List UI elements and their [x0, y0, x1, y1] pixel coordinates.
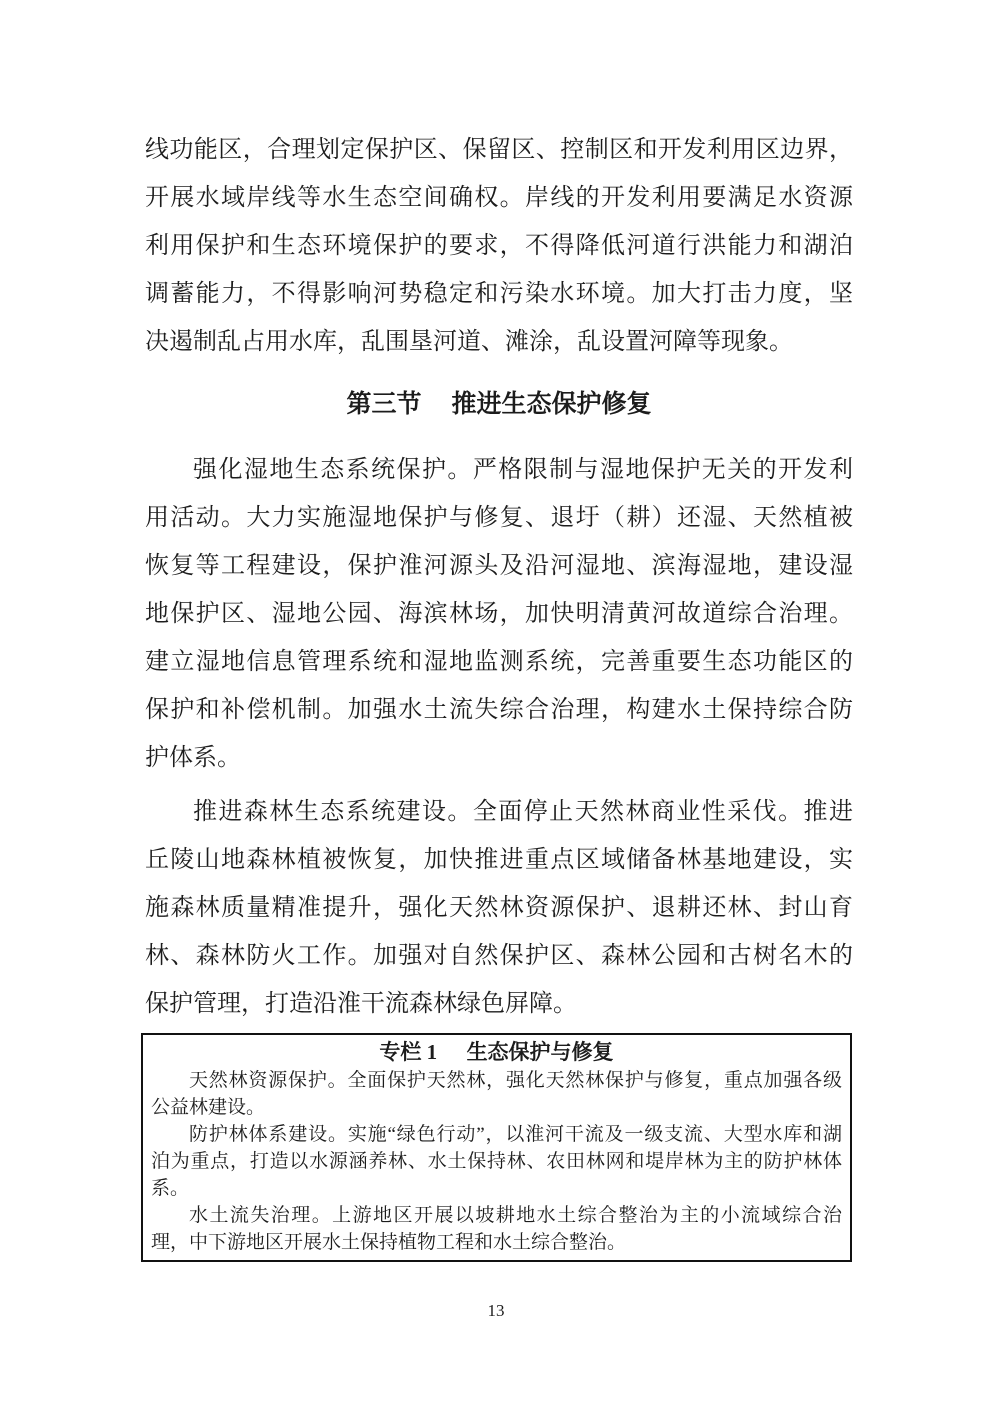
text-line: 施森林质量精准提升，强化天然林资源保护、退耕还林、封山育: [145, 895, 853, 921]
section-heading: [145, 381, 853, 429]
section-heading-title: 推进生态保护修复: [451, 391, 652, 418]
box-paragraph-natural-forest: [151, 1067, 842, 1121]
text-line: 调蓄能力，不得影响河势稳定和污染水环境。加大打击力度，坚: [145, 281, 853, 307]
text-line: 林、森林防火工作。加强对自然保护区、森林公园和古树名木的: [145, 943, 853, 969]
text-line: 推进森林生态系统建设。全面停止天然林商业性采伐。推进: [193, 799, 853, 825]
text-line: 决遏制乱占用水库，乱围垦河道、滩涂，乱设置河障等现象。: [145, 329, 793, 355]
callout-box-label: 专栏 1: [379, 1040, 438, 1064]
paragraph-water-shoreline: [145, 126, 853, 366]
box-text-line: 公益林建设。: [151, 1097, 266, 1118]
box-text-line: 天然林资源保护。全面保护天然林，强化天然林保护与修复，重点加强各级: [189, 1070, 842, 1091]
text-line: 丘陵山地森林植被恢复，加快推进重点区域储备林基地建设，实: [145, 847, 853, 873]
text-line: 利用保护和生态环境保护的要求，不得降低河道行洪能力和湖泊: [145, 233, 853, 259]
text-line: 强化湿地生态系统保护。严格限制与湿地保护无关的开发利: [193, 457, 853, 483]
callout-box-title: [151, 1037, 842, 1067]
text-line: 用活动。大力实施湿地保护与修复、退圩（耕）还湿、天然植被: [145, 505, 853, 531]
box-text-line: 系。: [151, 1178, 190, 1199]
text-line: 线功能区，合理划定保护区、保留区、控制区和开发利用区边界，: [145, 137, 853, 163]
paragraph-wetland-protection: [145, 446, 853, 782]
paragraph-forest-ecosystem: [145, 788, 853, 1028]
box-text-line: 理，中下游地区开展水土保持植物工程和水土综合整治。: [151, 1232, 627, 1253]
text-line: 护体系。: [145, 745, 241, 771]
callout-box-title-text: 生态保护与修复: [466, 1040, 614, 1064]
callout-box-ecological-protection: [141, 1033, 852, 1262]
text-line: 恢复等工程建设，保护淮河源头及沿河湿地、滨海湿地，建设湿: [145, 553, 853, 579]
text-line: 开展水域岸线等水生态空间确权。岸线的开发利用要满足水资源: [145, 185, 853, 211]
box-paragraph-shelter-forest: [151, 1121, 842, 1202]
text-line: 保护管理，打造沿淮干流森林绿色屏障。: [145, 991, 577, 1017]
text-line: 保护和补偿机制。加强水土流失综合治理，构建水土保持综合防: [145, 697, 853, 723]
page-content: [145, 126, 853, 1262]
box-text-line: 水土流失治理。上游地区开展以坡耕地水土综合整治为主的小流域综合治: [189, 1205, 842, 1226]
section-heading-label: 第三节: [346, 391, 422, 418]
box-text-line: 泊为重点，打造以水源涵养林、水土保持林、农田林网和堤岸林为主的防护林体: [151, 1151, 842, 1172]
text-line: 地保护区、湿地公园、海滨林场，加快明清黄河故道综合治理。: [145, 601, 853, 627]
box-text-line: 防护林体系建设。实施“绿色行动”，以淮河干流及一级支流、大型水库和湖: [189, 1124, 842, 1145]
text-line: 建立湿地信息管理系统和湿地监测系统，完善重要生态功能区的: [145, 649, 853, 675]
page-number: 13: [487, 1301, 505, 1320]
box-paragraph-soil-erosion: [151, 1202, 842, 1256]
